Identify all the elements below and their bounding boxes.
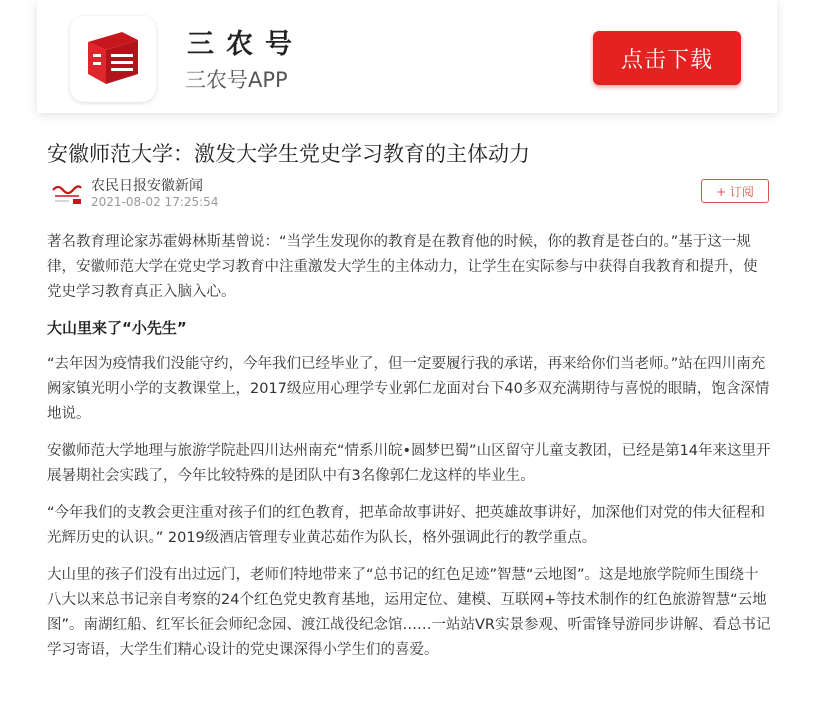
article-paragraph: 安徽师范大学地理与旅游学院赴四川达州南充“情系川皖•圆梦巴蜀”山区留守儿童支教团，已经是第14年来这里开展暑期社会实践了，今年比较特殊的是团队中有3名像郭仁龙这样的毕业生。 [47,443,771,484]
article-paragraph: 著名教育理论家苏霍姆林斯基曾说：“当学生发现你的教育是在教育他的时候，你的教育是苍白的。”基于这一规律，安徽师范大学在党史学习教育中注重激发大学生的主体动力，让学生在实际参与中获得自我教育和提升，使党史学习教育真正入脑入心。 [47,234,758,300]
app-logo[interactable] [70,16,156,102]
publish-date: 2021-08-02 17:25:54 [91,195,219,209]
section-heading: 大山里来了“小先生” [47,319,187,337]
article-paragraph: 大山里的孩子们没有出过远门，老师们特地带来了“总书记的红色足迹”智慧“云地图”。这是地旅学院师生围绕十八大以来总书记亲自考察的24个红色党史教育基地，运用定位、建模、互联网+等技术制作的红色旅游智慧“云地图”。南湖红船、红军长征会师纪念园、渡江战役纪念馆……一站站VR实景参观、听雷锋导游同步讲解、看总书记学习寄语，大学生们精心设计的党史课深得小学生们的喜爱。 [47,567,771,658]
app-logo-icon [78,24,148,94]
app-subtitle: 三农号APP [185,68,288,92]
article-body [47,230,771,675]
app-name: 三农号 [187,29,304,60]
article-paragraph: “今年我们的支教会更注重对孩子们的红色教育，把革命故事讲好、把英雄故事讲好，加深他们对党的伟大征程和光辉历史的认识。” 2019级酒店管理专业黄芯茹作为队长，格外强调此行的教学重点。 [47,505,766,546]
download-button[interactable]: 点击下载 [593,31,741,85]
subscribe-button[interactable]: + 订阅 [701,179,769,203]
newspaper-logo-icon [49,178,85,208]
author-row [47,174,769,214]
article-title: 安徽师范大学：激发大学生党史学习教育的主体动力 [47,142,530,166]
author-name[interactable]: 农民日报安徽新闻 [91,178,203,194]
author-avatar[interactable] [49,178,85,208]
app-download-banner [37,0,777,113]
article-paragraph: “去年因为疫情我们没能守约，今年我们已经毕业了，但一定要履行我的承诺，再来给你们当老师。”站在四川南充阙家镇光明小学的支教课堂上，2017级应用心理学专业郭仁龙面对台下40多双充满期待与喜悦的眼睛，饱含深情地说。 [47,356,770,422]
